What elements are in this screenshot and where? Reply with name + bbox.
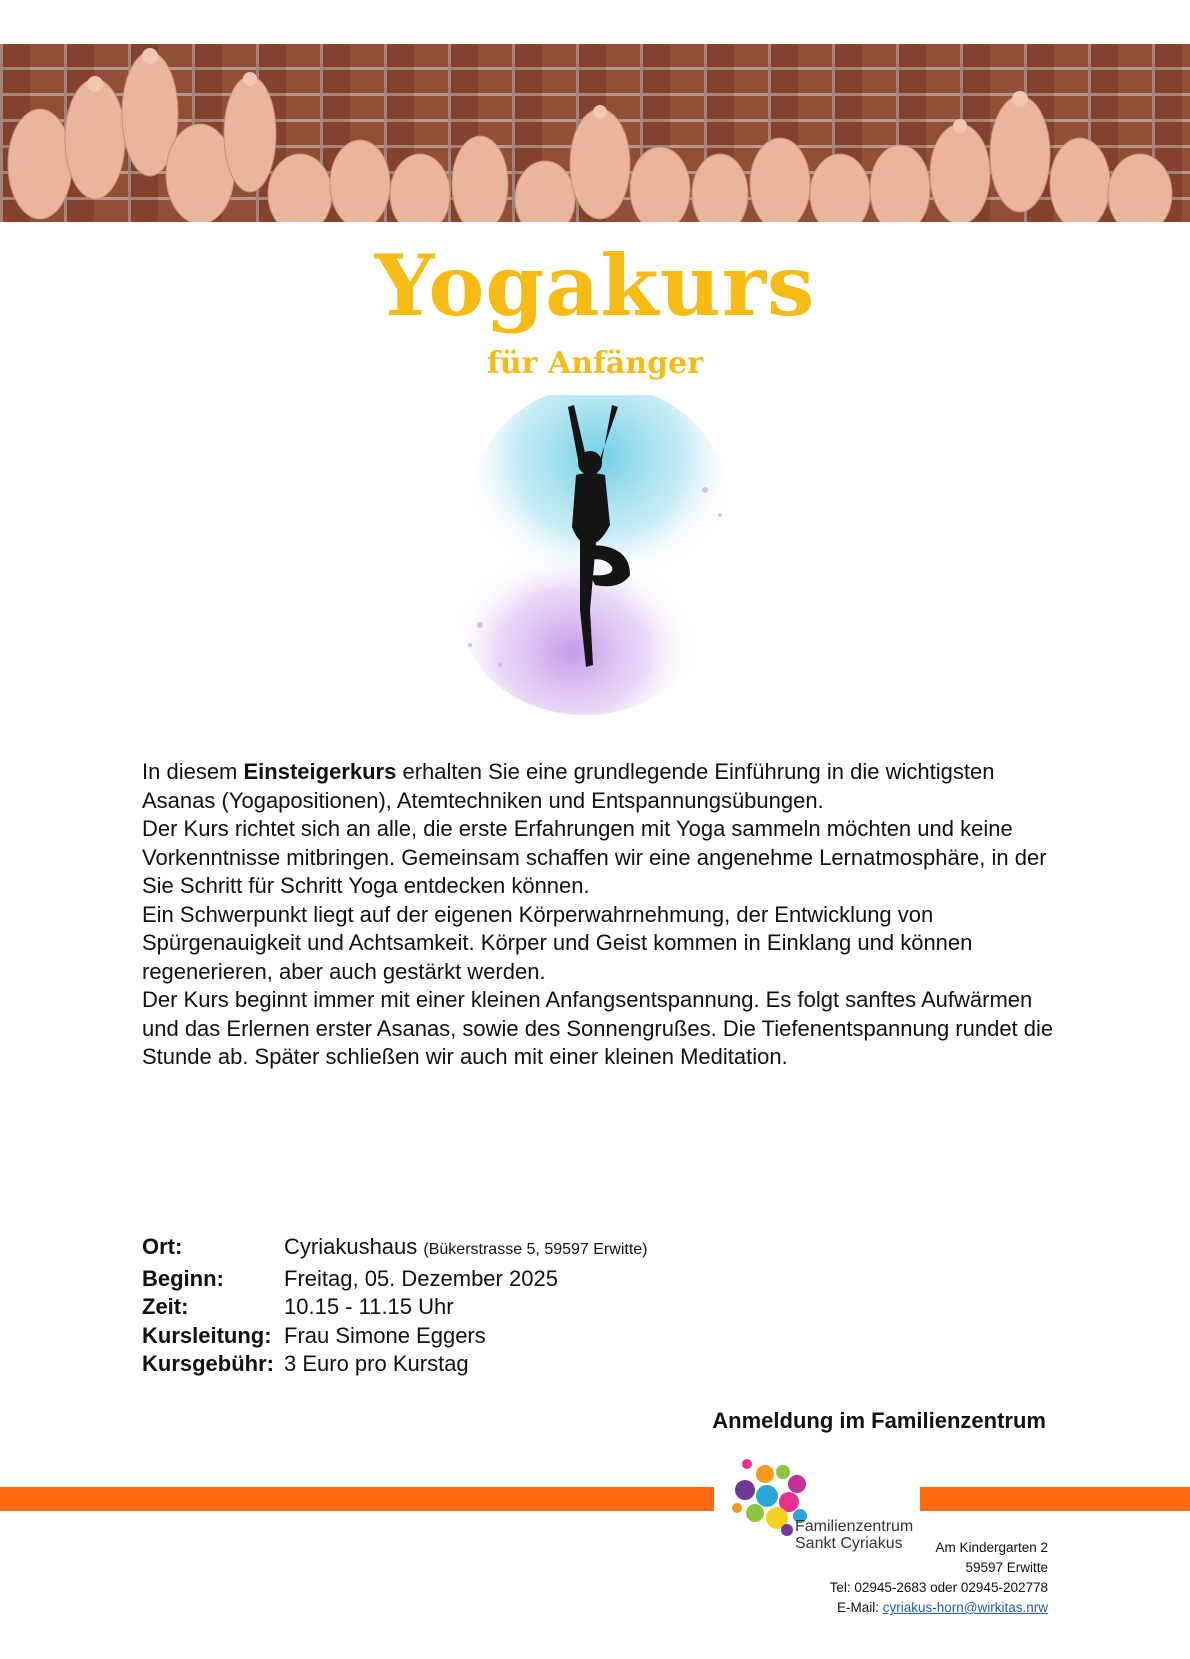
course-description bbox=[142, 758, 1062, 1072]
contact-city: 59597 Erwitte bbox=[965, 1560, 1048, 1575]
description-paragraph-3: Ein Schwerpunkt liegt auf der eigenen Körperwahrnehmung, der Entwicklung von Spürgenauigkeit und Achtsamkeit. Körper und Geist kommen in Einklang und können regenerieren, aber auch gestärkt werden. bbox=[142, 901, 973, 984]
detail-row-beginn: Beginn: Freitag, 05. Dezember 2025 bbox=[142, 1265, 558, 1291]
feet-illustration-icon bbox=[0, 44, 1190, 222]
accent-bar-right bbox=[920, 1487, 1190, 1511]
detail-row-kursleitung: Kursleitung: Frau Simone Eggers bbox=[142, 1322, 486, 1348]
description-paragraph-1: In diesem Einsteigerkurs erhalten Sie eine grundlegende Einführung in die wichtigsten Asanas (Yogapositionen), Atemtechniken und Entspannungsübungen. bbox=[142, 759, 995, 813]
contact-info bbox=[830, 1538, 1048, 1618]
emphasis-einsteigerkurs: Einsteigerkurs bbox=[243, 759, 397, 784]
accent-bar-left bbox=[0, 1487, 714, 1511]
contact-email-line: E-Mail: cyriakus-horn@wirkitas.nrw bbox=[836, 1600, 1048, 1615]
page-subtitle: für Anfänger bbox=[486, 346, 704, 381]
detail-row-kursgebuehr: Kursgebühr: 3 Euro pro Kurstag bbox=[142, 1351, 469, 1376]
detail-row-ort: Ort: Cyriakushaus (Bükerstrasse 5, 59597 Erwitte) bbox=[142, 1234, 648, 1259]
detail-row-zeit: Zeit: 10.15 - 11.15 Uhr bbox=[142, 1294, 454, 1319]
description-paragraph-2: Der Kurs richtet sich an alle, die erste Erfahrungen mit Yoga sammeln möchten und keine Vorkenntnisse mitbringen. Gemeinsam schaffen wir eine angenehme Lernatmosphäre, in der Sie Schritt für Schritt Yoga entdecken können. bbox=[142, 816, 1047, 898]
contact-street: Am Kindergarten 2 bbox=[935, 1540, 1048, 1555]
signup-note: Anmeldung im Familienzentrum bbox=[712, 1408, 1046, 1433]
email-link[interactable]: cyriakus-horn@wirkitas.nrw bbox=[882, 1600, 1048, 1615]
feet-banner-photo bbox=[0, 44, 1190, 222]
description-paragraph-4: Der Kurs beginnt immer mit einer kleinen Anfangsentspannung. Es folgt sanftes Aufwärmen und das Erlernen erster Asanas, sowie des Sonnengrußes. Die Tiefenentspannung rundet die Stunde ab. Später schließen wir auch mit einer kleinen Meditation. bbox=[142, 987, 1054, 1069]
course-details bbox=[142, 1233, 647, 1379]
logo-text: Familienzentrum Sankt Cyriakus bbox=[795, 1518, 914, 1552]
page-title: Yogakurs bbox=[374, 236, 816, 335]
contact-phone: Tel: 02945-2683 oder 02945-202778 bbox=[829, 1580, 1048, 1595]
yoga-tree-pose-silhouette-icon bbox=[440, 395, 750, 715]
